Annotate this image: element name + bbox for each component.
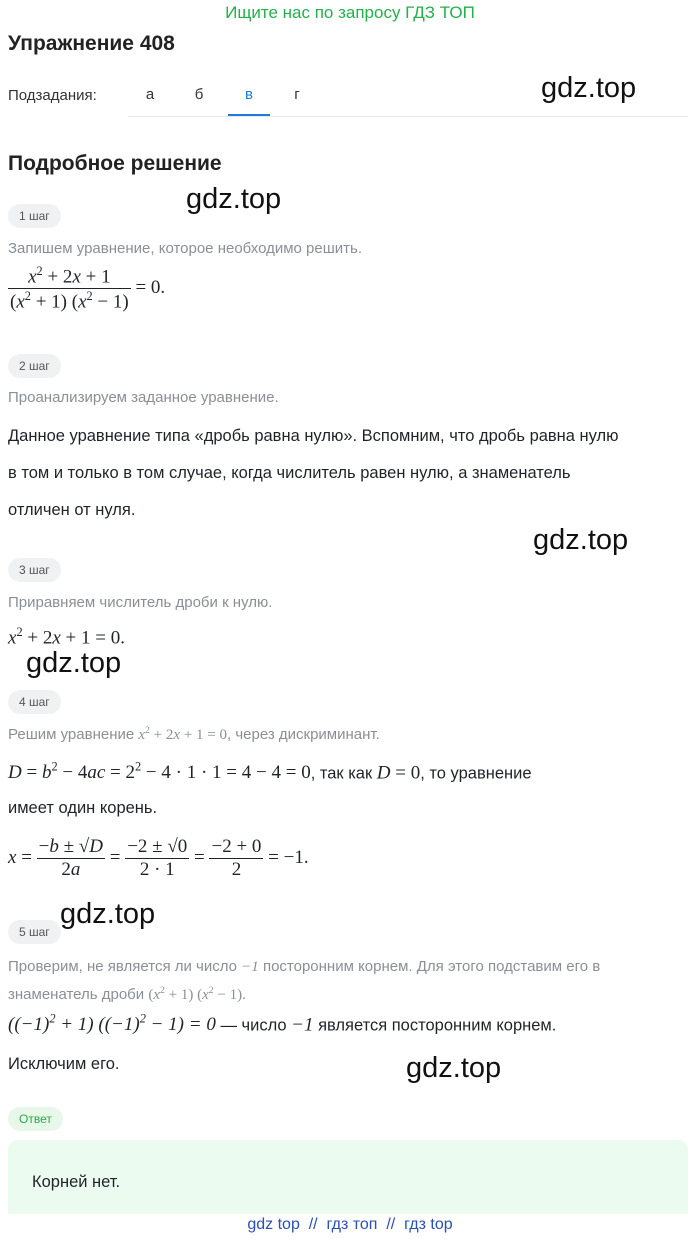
step-5-badge: 5 шаг [8,920,61,944]
step-2-badge: 2 шаг [8,354,61,378]
check-line: $((-1)^2 + 1) ((-1)^2 - 1) = 0$ — число −1 является посторонним корнем. [8,1012,557,1036]
watermark: gdz.top [26,647,122,679]
subtasks-label: Подзадания: [8,87,97,104]
step-1-hint: Запишем уравнение, которое необходимо решить. [8,240,363,257]
footer-separator: // [386,1216,396,1233]
footer-separator: // [308,1216,318,1233]
step-2-line-1: Данное уравнение типа «дробь равна нулю». Вспомним, что дробь равна нулю [8,427,619,445]
footer-link-2[interactable]: гдз топ [326,1216,378,1233]
equation-main: $\frac{x^2 + 2x + 1}{(x^2 + 1) (x^2 - 1)}$ = 0. [10,264,166,313]
step-5-hint: Проверим, не является ли число −1 посторонним корнем. Для этого подставим его в знаменатель дроби $(x^2 + 1) (x^2 - 1)$. [8,958,601,1003]
tab-b[interactable]: б [194,86,204,103]
step-4-text: имеет один корень. [8,799,158,817]
footer-links [0,1216,700,1234]
watermark: gdz.top [533,524,629,556]
watermark: gdz.top [541,72,637,104]
discriminant-line: $D = b^2 - 4ac = 2^2 - 4 \cdot 1 \cdot 1 = 4 - 4 = 0$, так как D = 0, то уравнение [8,760,532,784]
footer-link-1[interactable]: gdz top [247,1216,300,1233]
step-3-badge: 3 шаг [8,558,61,582]
watermark: gdz.top [406,1052,502,1084]
solution-heading: Подробное решение [8,152,222,175]
top-banner[interactable]: Ищите нас по запросу ГДЗ ТОП [225,3,475,22]
footer-link-3[interactable]: гдз top [404,1216,453,1233]
step-2-hint: Проанализируем заданное уравнение. [8,389,279,406]
numerator-equation: $x^2 + 2x + 1 = 0$. [8,625,125,649]
answer-badge: Ответ [8,1107,63,1131]
step-4-hint: Решим уравнение $x^2 + 2x + 1 = 0$, через дискриминант. [8,725,380,743]
tab-v[interactable]: в [228,76,270,116]
page-title: Упражнение 408 [8,32,175,55]
answer-text: Корней нет. [32,1173,121,1191]
root-formula: x = $\frac{-b \pm √D}{2a}$ = $\frac{-2 \pm √0}{2 \cdot 1}$ = $\frac{-2 + 0}{2}$ = −1. [8,836,309,880]
step-2-line-2: в том и только в том случае, когда числитель равен нулю, а знаменатель [8,464,571,482]
step-4-badge: 4 шаг [8,690,61,714]
step-3-hint: Приравняем числитель дроби к нулю. [8,594,273,611]
tab-g[interactable]: г [294,86,300,103]
watermark: gdz.top [60,898,156,930]
watermark: gdz.top [186,183,282,215]
step-5-text: Исключим его. [8,1055,120,1073]
step-1-badge: 1 шаг [8,204,61,228]
step-2-line-3: отличен от нуля. [8,501,136,519]
tab-a[interactable]: а [145,86,155,103]
